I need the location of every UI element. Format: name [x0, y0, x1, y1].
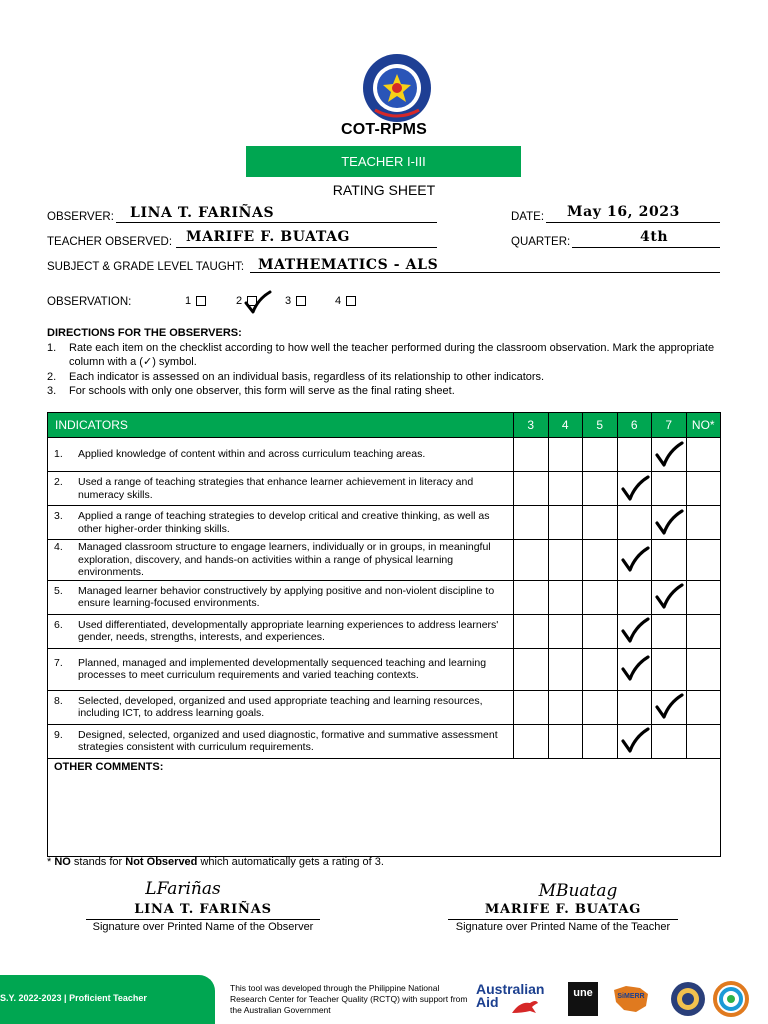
indicator-cell: [48, 506, 514, 540]
footer-school-year: S.Y. 2022-2023 | Proficient Teacher: [0, 993, 147, 1003]
observer-signature: LFariñas: [145, 879, 221, 899]
check-mark-icon: [654, 441, 684, 469]
kangaroo-icon: [510, 997, 540, 1015]
directions-heading: DIRECTIONS FOR THE OBSERVERS:: [47, 327, 242, 339]
check-mark-icon: [654, 509, 684, 537]
indicator-text: Used a range of teaching strategies that enhance learner achievement in literacy and numeracy skills.: [78, 476, 474, 501]
rating-cell-7[interactable]: [652, 540, 687, 581]
deped-seal: [361, 52, 433, 124]
australian-aid-logo: Australian Aid: [476, 981, 545, 1010]
indicator-cell: [48, 472, 514, 506]
simerr-logo: [610, 982, 652, 1016]
indicator-number: 4.: [54, 541, 63, 553]
teacher-level-banner: TEACHER I-III: [246, 146, 521, 177]
rating-cell-6[interactable]: [617, 472, 652, 506]
rating-cell-6[interactable]: [617, 438, 652, 472]
check-mark-icon: [654, 583, 684, 611]
observation-checkbox-1[interactable]: [196, 296, 206, 306]
rating-cell-6[interactable]: [617, 724, 652, 758]
observer-value[interactable]: LINA T. FARIÑAS: [130, 205, 275, 221]
rating-cell-no[interactable]: [686, 614, 721, 648]
rating-cell-5[interactable]: [583, 472, 618, 506]
rating-cell-6[interactable]: [617, 614, 652, 648]
rating-cell-7[interactable]: [652, 648, 687, 690]
indicator-text: Used differentiated, developmentally appropriate learning experiences to address learners' gender, needs, strengths, interests, and experiences.: [78, 618, 499, 643]
header-rating-no: NO*: [686, 413, 721, 438]
table-header-row: [48, 413, 721, 438]
header-rating-6: 6: [617, 413, 652, 438]
quarter-value[interactable]: 4th: [640, 229, 669, 245]
direction-item: 1. Rate each item on the checklist according to how well the teacher performed during the classroom observation. Mark the appropriate column with a (✓) symbol.: [47, 341, 715, 368]
rating-cell-no[interactable]: [686, 472, 721, 506]
indicator-number: 6.: [54, 618, 63, 631]
observer-signature-caption: Signature over Printed Name of the Observer: [92, 921, 314, 933]
rating-cell-4[interactable]: [548, 438, 583, 472]
table-row: [48, 614, 721, 648]
rating-cell-3[interactable]: [514, 648, 549, 690]
rating-cell-no[interactable]: [686, 648, 721, 690]
teacher-signature-caption: Signature over Printed Name of the Teacher: [455, 921, 671, 933]
teacher-observed-label: TEACHER OBSERVED:: [47, 236, 173, 248]
rating-cell-6[interactable]: [617, 690, 652, 724]
footer-tool-note: This tool was developed through the Philippine National Research Center for Teacher Quality (RCTQ) with support from the Australian Government: [230, 983, 468, 1015]
indicator-text: Managed classroom structure to engage learners, individually or in groups, in meaningful exploration, discovery, and hands-on activities within a range of physical learning environments.: [78, 541, 491, 578]
rating-cell-5[interactable]: [583, 724, 618, 758]
indicator-cell: [48, 614, 514, 648]
date-line: [546, 222, 720, 223]
header-indicators: INDICATORS: [48, 413, 514, 438]
teacher-observed-value[interactable]: MARIFE F. BUATAG: [186, 229, 351, 245]
table-row: [48, 580, 721, 614]
indicator-cell: [48, 648, 514, 690]
quarter-label: QUARTER:: [511, 236, 571, 248]
observer-printed-name: LINA T. FARIÑAS: [134, 902, 272, 917]
indicator-cell: [48, 438, 514, 472]
table-row: [48, 648, 721, 690]
rating-cell-7[interactable]: [652, 506, 687, 540]
rating-cell-5[interactable]: [583, 690, 618, 724]
rating-cell-3[interactable]: [514, 614, 549, 648]
rating-cell-no[interactable]: [686, 690, 721, 724]
rating-cell-3[interactable]: [514, 724, 549, 758]
rating-cell-4[interactable]: [548, 724, 583, 758]
rating-cell-no[interactable]: [686, 438, 721, 472]
table-row: [48, 506, 721, 540]
indicator-text: Applied knowledge of content within and across curriculum teaching areas.: [78, 448, 426, 461]
date-value[interactable]: May 16, 2023: [567, 204, 680, 220]
observation-checkbox-4[interactable]: [346, 296, 356, 306]
rating-cell-5[interactable]: [583, 580, 618, 614]
other-comments-field[interactable]: [48, 758, 721, 856]
rating-cell-5[interactable]: [583, 438, 618, 472]
teacher-signature: MBuatag: [538, 881, 618, 901]
rating-cell-7[interactable]: [652, 724, 687, 758]
directions: [47, 326, 727, 399]
rating-cell-4[interactable]: [548, 540, 583, 581]
rating-cell-6[interactable]: [617, 540, 652, 581]
observation-option-3[interactable]: [285, 295, 306, 307]
observation-option-4-label: 4: [335, 295, 342, 307]
rating-cell-7[interactable]: [652, 614, 687, 648]
indicator-cell: [48, 540, 514, 581]
rating-cell-7[interactable]: [652, 580, 687, 614]
table-row: [48, 690, 721, 724]
observation-label: OBSERVATION:: [47, 296, 132, 308]
other-comments-label: OTHER COMMENTS:: [54, 760, 164, 773]
rating-cell-4[interactable]: [548, 690, 583, 724]
header-rating-4: 4: [548, 413, 583, 438]
teacher-printed-name: MARIFE F. BUATAG: [484, 902, 642, 917]
rating-cell-3[interactable]: [514, 580, 549, 614]
indicator-text: Managed learner behavior constructively by applying positive and non-violent discipline to ensure learning-focused environments.: [78, 584, 495, 609]
direction-item: 2. Each indicator is assessed on an individual basis, regardless of its relationship to other indicators.: [47, 370, 545, 383]
indicator-number: 7.: [54, 656, 63, 669]
footnote: * NO stands for Not Observed which automatically gets a rating of 3.: [47, 856, 384, 868]
indicator-number: 1.: [54, 448, 63, 461]
rating-cell-4[interactable]: [548, 648, 583, 690]
subject-label: SUBJECT & GRADE LEVEL TAUGHT:: [47, 261, 245, 273]
check-mark-icon: [620, 727, 650, 755]
simerr-logo-text: SiMERR: [617, 993, 645, 1000]
rating-cell-7[interactable]: [652, 472, 687, 506]
rating-cell-no[interactable]: [686, 506, 721, 540]
form-title: COT-RPMS: [340, 121, 428, 138]
rctq-logo: [712, 981, 750, 1017]
comments-row: [48, 758, 721, 856]
rating-cell-3[interactable]: [514, 690, 549, 724]
subject-value[interactable]: MATHEMATICS - ALS: [258, 257, 439, 273]
rating-cell-4[interactable]: [548, 506, 583, 540]
observation-checkbox-3[interactable]: [296, 296, 306, 306]
observation-option-1-label: 1: [185, 295, 192, 307]
rating-cell-3[interactable]: [514, 438, 549, 472]
indicator-number: 8.: [54, 694, 63, 707]
observation-option-3-label: 3: [285, 295, 292, 307]
teacher-observed-line: [176, 247, 437, 248]
observer-signature-block: [86, 876, 320, 933]
university-seal-logo: [670, 981, 706, 1017]
footer-school-year-bar: [0, 975, 215, 1024]
rating-cell-no[interactable]: [686, 724, 721, 758]
rating-cell-5[interactable]: [583, 506, 618, 540]
observer-label: OBSERVER:: [47, 211, 114, 223]
indicator-cell: [48, 724, 514, 758]
check-mark-icon: [620, 475, 650, 503]
une-logo: une: [568, 982, 598, 1016]
rating-cell-3[interactable]: [514, 472, 549, 506]
rating-cell-6[interactable]: [617, 580, 652, 614]
indicator-text: Applied a range of teaching strategies to develop critical and creative thinking, as well as other higher-order thinking skills.: [78, 510, 490, 535]
header-rating-3: 3: [514, 413, 549, 438]
indicator-cell: [48, 580, 514, 614]
observation-option-2-label: 2: [236, 295, 243, 307]
rating-cell-7[interactable]: [652, 438, 687, 472]
header-rating-5: 5: [583, 413, 618, 438]
teacher-signature-block: [448, 876, 678, 933]
rating-cell-3[interactable]: [514, 540, 549, 581]
check-mark-icon: [620, 655, 650, 683]
check-mark-icon: [620, 546, 650, 574]
rating-cell-6[interactable]: [617, 648, 652, 690]
quarter-line: [572, 247, 720, 248]
rating-cell-3[interactable]: [514, 506, 549, 540]
form-subtitle: RATING SHEET: [332, 182, 436, 198]
rating-cell-no[interactable]: [686, 580, 721, 614]
table-row: [48, 724, 721, 758]
observation-option-1[interactable]: [185, 295, 206, 307]
rating-cell-no[interactable]: [686, 540, 721, 581]
rating-cell-5[interactable]: [583, 648, 618, 690]
observation-check-icon: [244, 290, 272, 316]
date-label: DATE:: [511, 211, 545, 223]
teacher-signature-line: [448, 919, 678, 920]
rating-cell-4[interactable]: [548, 580, 583, 614]
observer-signature-line: [86, 919, 320, 920]
indicator-text: Designed, selected, organized and used diagnostic, formative and summative assessment strategies consistent with curriculum requirements.: [78, 728, 498, 753]
indicator-number: 9.: [54, 728, 63, 741]
indicator-number: 2.: [54, 476, 63, 488]
indicator-number: 3.: [54, 510, 63, 522]
table-row: [48, 438, 721, 472]
rating-cell-5[interactable]: [583, 540, 618, 581]
rating-cell-6[interactable]: [617, 506, 652, 540]
check-mark-icon: [620, 617, 650, 645]
observation-option-4[interactable]: [335, 295, 356, 307]
direction-item: 3. For schools with only one observer, this form will serve as the final rating sheet.: [47, 385, 455, 397]
indicator-text: Planned, managed and implemented developmentally sequenced teaching and learning processes to meet curriculum requirements and varied teaching contexts.: [78, 656, 487, 681]
indicator-cell: [48, 690, 514, 724]
check-mark-icon: [654, 693, 684, 721]
observer-line: [116, 222, 437, 223]
rating-cell-4[interactable]: [548, 614, 583, 648]
table-row: [48, 472, 721, 506]
rating-cell-4[interactable]: [548, 472, 583, 506]
rating-cell-7[interactable]: [652, 690, 687, 724]
indicator-text: Selected, developed, organized and used appropriate teaching and learning resources, including ICT, to address learning goals.: [78, 694, 483, 719]
indicators-table: [47, 412, 721, 857]
indicator-number: 5.: [54, 584, 63, 597]
header-rating-7: 7: [652, 413, 687, 438]
table-row: [48, 540, 721, 581]
rating-cell-5[interactable]: [583, 614, 618, 648]
